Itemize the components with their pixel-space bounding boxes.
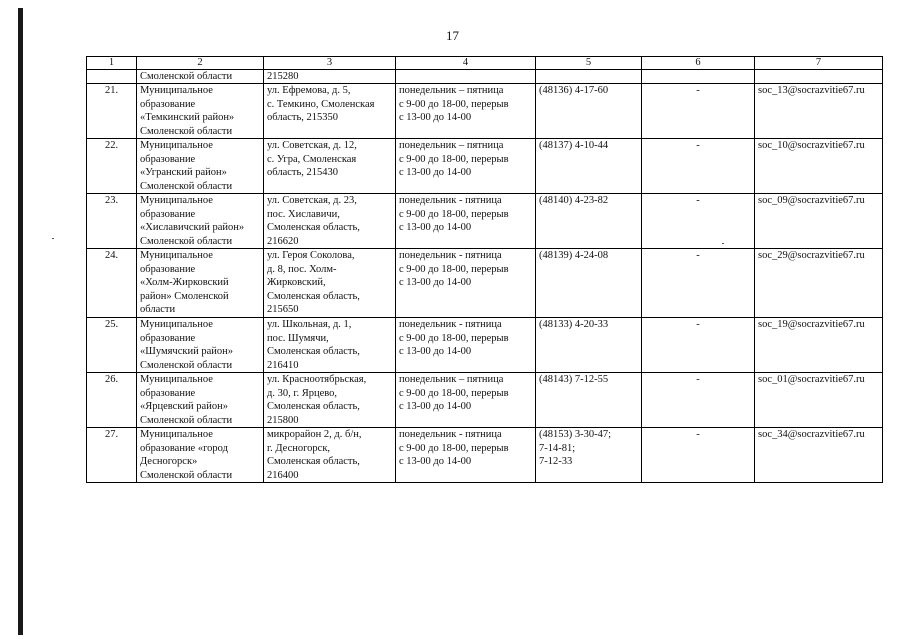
scan-edge-bar [18, 8, 23, 635]
column-number: 2 [137, 57, 264, 70]
institution-name: Муниципальное образование «Холм-Жирковский район» Смоленской области [137, 249, 264, 318]
working-hours: понедельник - пятница с 9-00 до 18-00, перерыв с 13-00 до 14-00 [396, 318, 536, 373]
address: ул. Красноотябрьская, д. 30, г. Ярцево, Смоленская область, 215800 [264, 373, 396, 428]
institution-name: Муниципальное образование «Шумячский район» Смоленской области [137, 318, 264, 373]
phone: (48140) 4-23-82 [536, 194, 642, 249]
column-number: 6 [642, 57, 755, 70]
row-number: 21. [87, 84, 137, 139]
working-hours [396, 70, 536, 84]
column-number-row [87, 57, 883, 70]
table-row [87, 194, 883, 249]
table-row [87, 139, 883, 194]
address: ул. Советская, д. 12, с. Угра, Смоленская область, 215430 [264, 139, 396, 194]
page-number: 17 [446, 28, 459, 43]
table-row [87, 428, 883, 483]
column-number: 5 [536, 57, 642, 70]
address: микрорайон 2, д. б/н, г. Десногорск, Смоленская область, 216400 [264, 428, 396, 483]
column-number: 1 [87, 57, 137, 70]
offices-table [86, 56, 883, 483]
working-hours: понедельник – пятница с 9-00 до 18-00, перерыв с 13-00 до 14-00 [396, 373, 536, 428]
phone: (48137) 4-10-44 [536, 139, 642, 194]
institution-name: Муниципальное образование «Угранский район» Смоленской области [137, 139, 264, 194]
phone: (48133) 4-20-33 [536, 318, 642, 373]
email: soc_13@socrazvitie67.ru [755, 84, 883, 139]
table-row [87, 249, 883, 318]
email [755, 70, 883, 84]
row-number: 23. [87, 194, 137, 249]
row-number: 27. [87, 428, 137, 483]
institution-name: Муниципальное образование «город Десногорск» Смоленской области [137, 428, 264, 483]
phone: (48153) 3-30-47; 7-14-81; 7-12-33 [536, 428, 642, 483]
working-hours: понедельник - пятница с 9-00 до 18-00, перерыв с 13-00 до 14-00 [396, 249, 536, 318]
phone: (48143) 7-12-55 [536, 373, 642, 428]
email: soc_19@socrazvitie67.ru [755, 318, 883, 373]
column-number: 7 [755, 57, 883, 70]
column-number: 4 [396, 57, 536, 70]
fax: - [642, 194, 755, 249]
address: ул. Советская, д. 23, пос. Хиславичи, Смоленская область, 216620 [264, 194, 396, 249]
scan-speck [52, 238, 54, 239]
fax: - [642, 139, 755, 194]
address: ул. Школьная, д. 1, пос. Шумячи, Смоленская область, 216410 [264, 318, 396, 373]
table-row [87, 373, 883, 428]
institution-name: Муниципальное образование «Темкинский район» Смоленской области [137, 84, 264, 139]
address: ул. Героя Соколова, д. 8, пос. Холм- Жирковский, Смоленская область, 215650 [264, 249, 396, 318]
institution-name: Муниципальное образование «Хиславичский район» Смоленской области [137, 194, 264, 249]
institution-name: Муниципальное образование «Ярцевский район» Смоленской области [137, 373, 264, 428]
table-row [87, 318, 883, 373]
row-number: 26. [87, 373, 137, 428]
fax: - [642, 84, 755, 139]
row-number: 22. [87, 139, 137, 194]
continuation-row [87, 70, 883, 84]
fax: - [642, 373, 755, 428]
fax: - [642, 428, 755, 483]
working-hours: понедельник - пятница с 9-00 до 18-00, перерыв с 13-00 до 14-00 [396, 194, 536, 249]
row-number: 24. [87, 249, 137, 318]
working-hours: понедельник – пятница с 9-00 до 18-00, перерыв с 13-00 до 14-00 [396, 84, 536, 139]
institution-name: Смоленской области [137, 70, 264, 84]
fax: - [642, 249, 755, 318]
row-number: 25. [87, 318, 137, 373]
address: 215280 [264, 70, 396, 84]
column-number: 3 [264, 57, 396, 70]
email: soc_29@socrazvitie67.ru [755, 249, 883, 318]
fax: - [642, 318, 755, 373]
phone: (48136) 4-17-60 [536, 84, 642, 139]
phone: (48139) 4-24-08 [536, 249, 642, 318]
address: ул. Ефремова, д. 5, с. Темкино, Смоленская область, 215350 [264, 84, 396, 139]
email: soc_01@socrazvitie67.ru [755, 373, 883, 428]
row-number [87, 70, 137, 84]
email: soc_09@socrazvitie67.ru [755, 194, 883, 249]
phone [536, 70, 642, 84]
email: soc_34@socrazvitie67.ru [755, 428, 883, 483]
working-hours: понедельник - пятница с 9-00 до 18-00, перерыв с 13-00 до 14-00 [396, 428, 536, 483]
email: soc_10@socrazvitie67.ru [755, 139, 883, 194]
table-row [87, 84, 883, 139]
fax [642, 70, 755, 84]
working-hours: понедельник – пятница с 9-00 до 18-00, перерыв с 13-00 до 14-00 [396, 139, 536, 194]
